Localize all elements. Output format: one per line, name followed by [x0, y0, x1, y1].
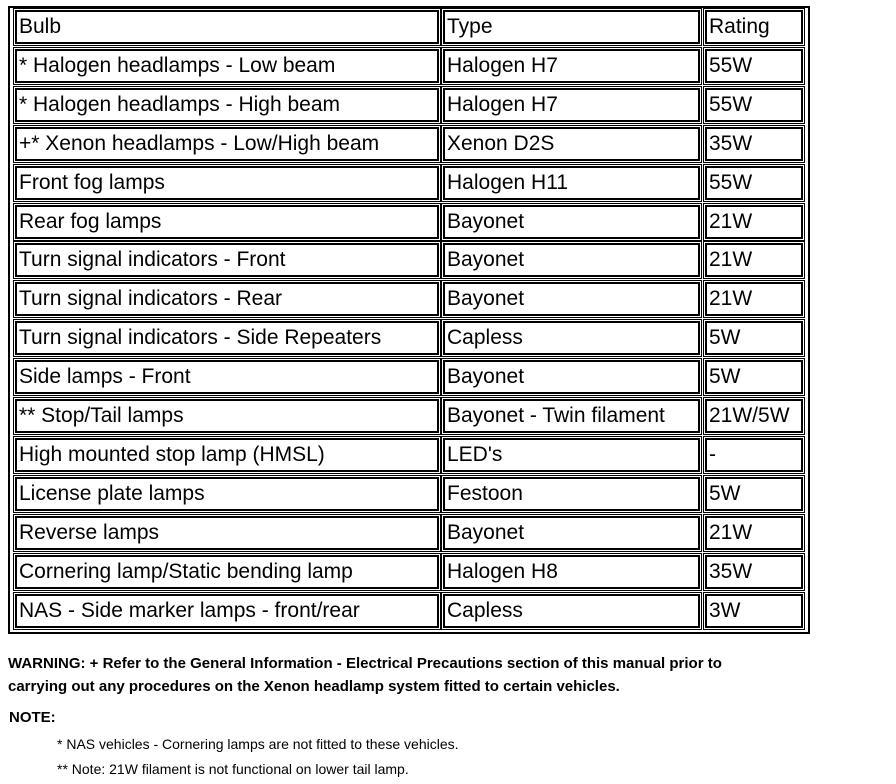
table-row: [10, 436, 808, 474]
warning-line-2: carrying out any procedures on the Xenon headlamp system fitted to certain vehicles.: [8, 678, 620, 695]
table-row: [10, 164, 808, 202]
cell-bulb: Turn signal indicators - Front: [15, 243, 439, 277]
table-row: [10, 592, 808, 630]
cell-rating: 21W: [705, 516, 803, 550]
cell-bulb: Turn signal indicators - Rear: [15, 282, 439, 316]
cell-rating: 3W: [705, 594, 803, 628]
warning-text: [8, 652, 888, 698]
cell-bulb: Cornering lamp/Static bending lamp: [15, 555, 439, 589]
cell-type: LED's: [443, 438, 700, 472]
cell-bulb: Front fog lamps: [15, 166, 439, 200]
cell-bulb: High mounted stop lamp (HMSL): [15, 438, 439, 472]
cell-rating: 21W: [705, 243, 803, 277]
cell-type: Halogen H8: [443, 555, 700, 589]
cell-type: Festoon: [443, 477, 700, 511]
cell-rating: 5W: [705, 477, 803, 511]
table-row: [10, 475, 808, 513]
cell-bulb: Side lamps - Front: [15, 360, 439, 394]
cell-rating: 35W: [705, 555, 803, 589]
cell-type: Bayonet: [443, 360, 700, 394]
table-row: [10, 397, 808, 435]
table-row: [10, 125, 808, 163]
cell-type: Halogen H7: [443, 88, 700, 122]
cell-type: Halogen H7: [443, 49, 700, 83]
cell-rating: 5W: [705, 360, 803, 394]
cell-bulb: License plate lamps: [15, 477, 439, 511]
cell-type: Xenon D2S: [443, 127, 700, 161]
note-line-2: ** Note: 21W filament is not functional on lower tail lamp.: [57, 761, 409, 777]
cell-rating: 21W: [705, 282, 803, 316]
cell-type: Bayonet: [443, 282, 700, 316]
header-rating: Rating: [705, 10, 803, 44]
cell-rating: 55W: [705, 49, 803, 83]
cell-rating: 21W: [705, 205, 803, 239]
table-row: [10, 358, 808, 396]
cell-bulb: Turn signal indicators - Side Repeaters: [15, 321, 439, 355]
cell-rating: 35W: [705, 127, 803, 161]
table-row: [10, 280, 808, 318]
cell-type: Bayonet: [443, 205, 700, 239]
table-row: [10, 203, 808, 241]
cell-rating: 55W: [705, 166, 803, 200]
warning-line-1: WARNING: + Refer to the General Information - Electrical Precautions section of this manual prior to: [8, 655, 722, 672]
table-row: [10, 241, 808, 279]
bulb-specification-table: [8, 6, 810, 634]
table-row: [10, 553, 808, 591]
cell-type: Capless: [443, 321, 700, 355]
table-row: [10, 319, 808, 357]
table-row: [10, 47, 808, 85]
cell-type: Bayonet - Twin filament: [443, 399, 700, 433]
cell-type: Bayonet: [443, 243, 700, 277]
cell-rating: 21W/5W: [705, 399, 803, 433]
cell-bulb: NAS - Side marker lamps - front/rear: [15, 594, 439, 628]
cell-bulb: Reverse lamps: [15, 516, 439, 550]
table-row: [10, 86, 808, 124]
cell-rating: -: [705, 438, 803, 472]
table-row: [10, 514, 808, 552]
table-header-row: [10, 8, 808, 46]
cell-type: Capless: [443, 594, 700, 628]
cell-type: Bayonet: [443, 516, 700, 550]
note-title: NOTE:: [9, 709, 56, 726]
cell-type: Halogen H11: [443, 166, 700, 200]
cell-bulb: +* Xenon headlamps - Low/High beam: [15, 127, 439, 161]
cell-rating: 55W: [705, 88, 803, 122]
cell-bulb: Rear fog lamps: [15, 205, 439, 239]
cell-bulb: ** Stop/Tail lamps: [15, 399, 439, 433]
cell-rating: 5W: [705, 321, 803, 355]
header-bulb: Bulb: [15, 10, 439, 44]
cell-bulb: * Halogen headlamps - High beam: [15, 88, 439, 122]
cell-bulb: * Halogen headlamps - Low beam: [15, 49, 439, 83]
header-type: Type: [443, 10, 700, 44]
note-line-1: * NAS vehicles - Cornering lamps are not fitted to these vehicles.: [57, 736, 459, 752]
